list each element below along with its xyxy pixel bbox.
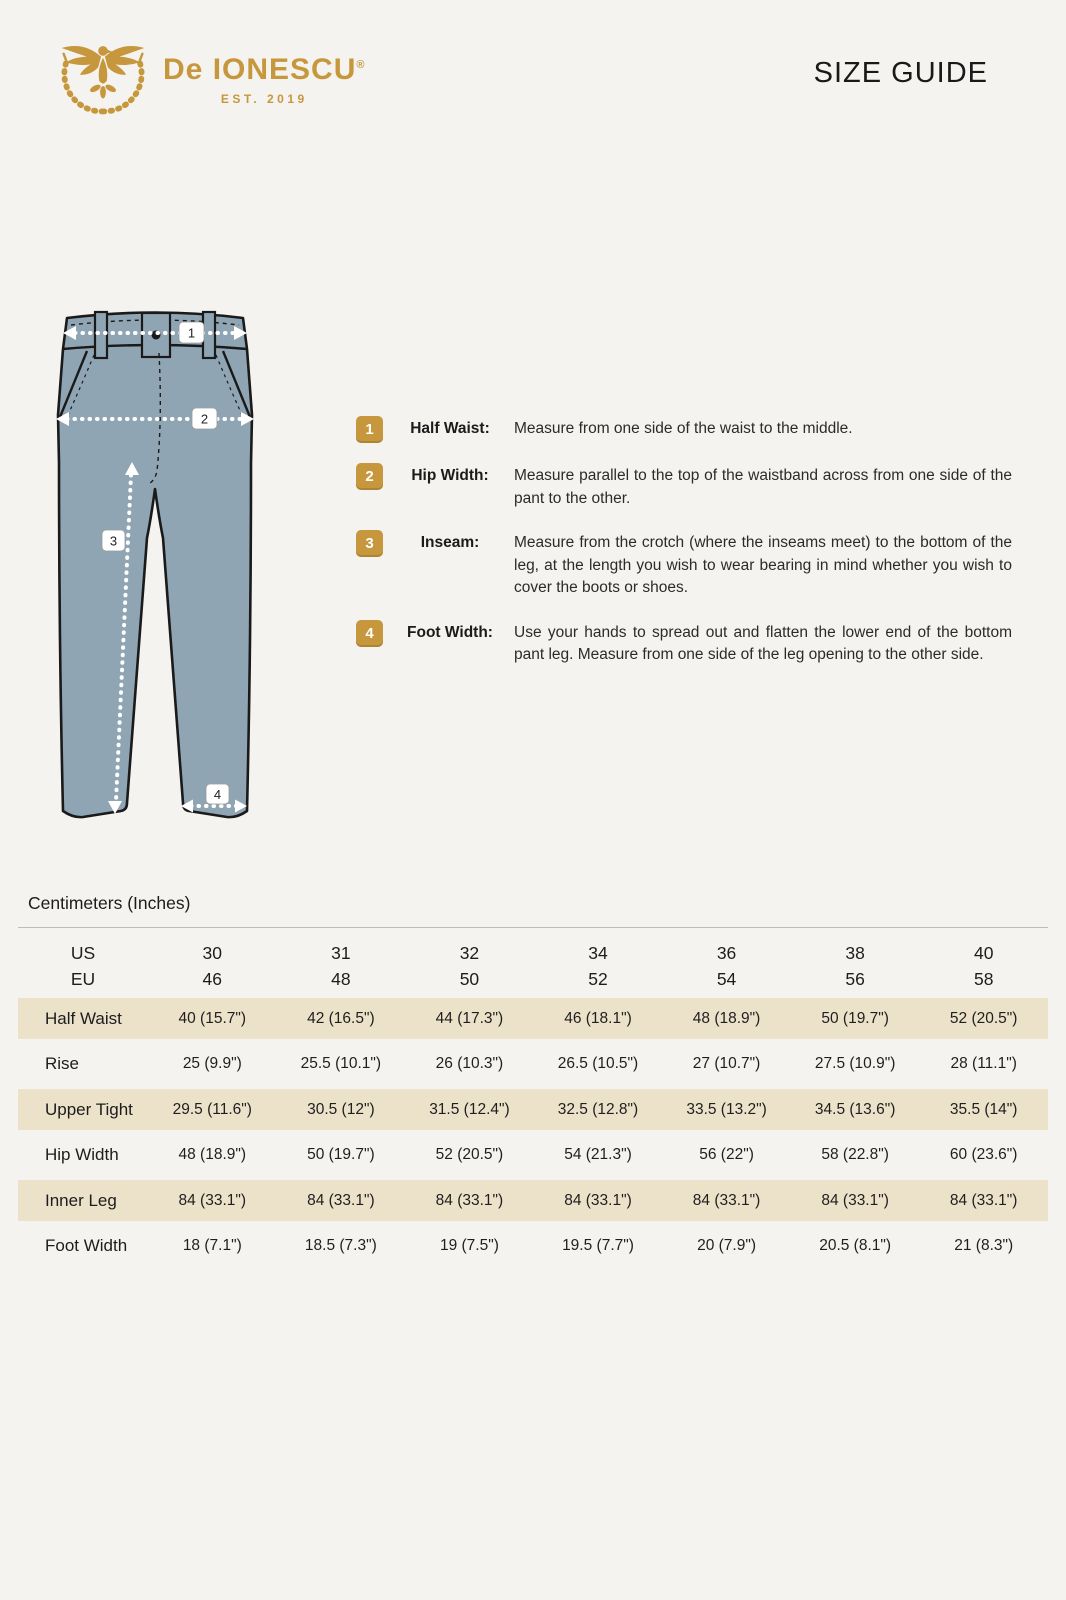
us-size: 31: [331, 942, 351, 963]
cell: 52 (20.5"): [435, 1146, 504, 1163]
cell: 27 (10.7"): [692, 1055, 761, 1072]
table-row-foot-width: [18, 1221, 1048, 1271]
instruction-foot-width: [356, 622, 1012, 667]
cell: 28 (11.1"): [950, 1055, 1017, 1072]
eu-size: 48: [331, 968, 351, 989]
cell: 42 (16.5"): [307, 1009, 375, 1027]
brand-main: IONESCU: [212, 53, 357, 86]
cell: 50 (19.7"): [821, 1009, 889, 1027]
us-size-row: [18, 940, 1048, 966]
cell: 26.5 (10.5"): [557, 1055, 639, 1072]
brand-name: [163, 53, 366, 106]
cell: 21 (8.3"): [954, 1237, 1014, 1254]
cell: 84 (33.1"): [564, 1191, 632, 1209]
svg-text:3: 3: [109, 533, 118, 549]
instruction-number-badge: 1: [356, 416, 383, 443]
eu-size-row: [18, 966, 1048, 992]
cell: 52 (20.5"): [949, 1009, 1018, 1027]
cell: 33.5 (13.2"): [686, 1100, 767, 1118]
cell: 32.5 (12.8"): [557, 1100, 639, 1118]
badge-2: [192, 408, 217, 429]
cell: 19 (7.5"): [439, 1237, 499, 1254]
cell: 18.5 (7.3"): [304, 1237, 377, 1254]
cell: 84 (33.1"): [949, 1191, 1018, 1209]
cell: 58 (22.8"): [821, 1146, 889, 1163]
cell: 31.5 (12.4"): [429, 1100, 510, 1118]
cell: 26 (10.3"): [435, 1055, 504, 1072]
instruction-label: Hip Width:: [411, 467, 489, 484]
brand-established: EST. 2019: [220, 92, 308, 106]
cell: 20 (7.9"): [697, 1237, 757, 1254]
us-size: 30: [202, 942, 223, 963]
badge-4: [206, 784, 229, 804]
instruction-hip-width: [356, 465, 1012, 510]
cell: 30.5 (12"): [307, 1100, 375, 1118]
cell: 35.5 (14"): [949, 1100, 1018, 1118]
svg-text:4: 4: [213, 787, 222, 802]
cell: 48 (18.9"): [692, 1009, 761, 1027]
brand-de: De: [163, 53, 204, 86]
pants-illustration: [55, 303, 255, 820]
row-label: Half Waist: [45, 1008, 122, 1028]
table-row-inner-leg: [18, 1180, 1048, 1221]
eagle-laurel-emblem: [55, 25, 151, 121]
instruction-number-badge: 4: [356, 620, 383, 647]
us-size: 32: [459, 942, 480, 963]
eu-size: 56: [845, 968, 865, 989]
divider-line: [18, 927, 1048, 928]
instruction-text: Measure from the crotch (where the inseams meet) to the bottom of the leg, at the length you wish to wear bearing in mind whether you wish to cover the boots or shoes.: [514, 534, 1012, 596]
cell: 54 (21.3"): [564, 1146, 632, 1163]
cell: 56 (22"): [699, 1146, 754, 1163]
eu-size: 58: [973, 968, 994, 989]
eu-label: EU: [70, 968, 96, 989]
cell: 25 (9.9"): [182, 1055, 242, 1072]
cell: 84 (33.1"): [692, 1191, 761, 1209]
cell: 40 (15.7"): [178, 1009, 247, 1027]
instruction-text: Measure from one side of the waist to the middle.: [514, 420, 853, 437]
us-size: 36: [716, 942, 737, 963]
cell: 29.5 (11.6"): [172, 1100, 252, 1118]
table-row-half-waist: [18, 998, 1048, 1039]
instruction-half-waist: [356, 418, 1012, 443]
cell: 84 (33.1"): [435, 1191, 504, 1209]
cell: 27.5 (10.9"): [814, 1055, 896, 1072]
cell: 19.5 (7.7"): [562, 1237, 634, 1254]
instruction-text: Use your hands to spread out and flatten the lower end of the bottom pant leg. Measure from one side of the leg opening to the other side.: [514, 623, 1012, 663]
registered-mark: ®: [356, 59, 366, 71]
unit-label: Centimeters (Inches): [28, 893, 191, 913]
table-header: [18, 940, 1048, 992]
cell: 46 (18.1"): [564, 1009, 632, 1027]
us-size: 38: [845, 942, 865, 963]
eu-size: 54: [716, 968, 737, 989]
instruction-label: Inseam:: [420, 534, 480, 551]
cell: 18 (7.1"): [182, 1237, 242, 1254]
cell: 60 (23.6"): [949, 1146, 1018, 1163]
cell: 84 (33.1"): [821, 1191, 889, 1209]
row-label: Hip Width: [45, 1145, 119, 1164]
badge-1: [179, 322, 204, 343]
instruction-text: Measure parallel to the top of the waistband across from one side of the pant to the other.: [514, 467, 1012, 507]
us-size: 34: [588, 942, 608, 963]
cell: 25.5 (10.1"): [300, 1055, 382, 1072]
svg-text:1: 1: [187, 325, 196, 341]
row-label: Rise: [45, 1054, 80, 1073]
table-row-upper-tight: [18, 1089, 1048, 1130]
cell: 34.5 (13.6"): [814, 1100, 896, 1118]
eu-size: 50: [459, 968, 480, 989]
cell: 48 (18.9"): [178, 1146, 247, 1163]
us-label: US: [70, 942, 96, 963]
row-label: Foot Width: [45, 1236, 128, 1255]
eu-size: 52: [588, 968, 608, 989]
badge-3: [102, 530, 125, 551]
cell: 20.5 (8.1"): [819, 1237, 892, 1254]
svg-text:2: 2: [200, 411, 209, 427]
instruction-number-badge: 3: [356, 530, 383, 557]
cell: 84 (33.1"): [178, 1191, 247, 1209]
eu-size: 46: [202, 968, 223, 989]
cell: 84 (33.1"): [307, 1191, 375, 1209]
instruction-label: Foot Width:: [407, 623, 493, 641]
instruction-label: Half Waist:: [410, 420, 490, 437]
table-row-rise: [18, 1039, 1048, 1089]
instruction-number-badge: 2: [356, 463, 383, 490]
page-title: SIZE GUIDE: [813, 57, 988, 89]
instruction-inseam: [356, 532, 1012, 600]
pants-measurement-diagram: [55, 303, 255, 820]
row-label: Inner Leg: [45, 1190, 117, 1210]
measurement-instructions: [356, 418, 1012, 689]
brand-logo: [55, 25, 366, 121]
cell: 50 (19.7"): [307, 1146, 375, 1163]
size-table: [18, 893, 1048, 1271]
table-row-hip-width: [18, 1130, 1048, 1180]
us-size: 40: [973, 942, 994, 963]
cell: 44 (17.3"): [435, 1009, 504, 1027]
row-label: Upper Tight: [45, 1099, 133, 1119]
